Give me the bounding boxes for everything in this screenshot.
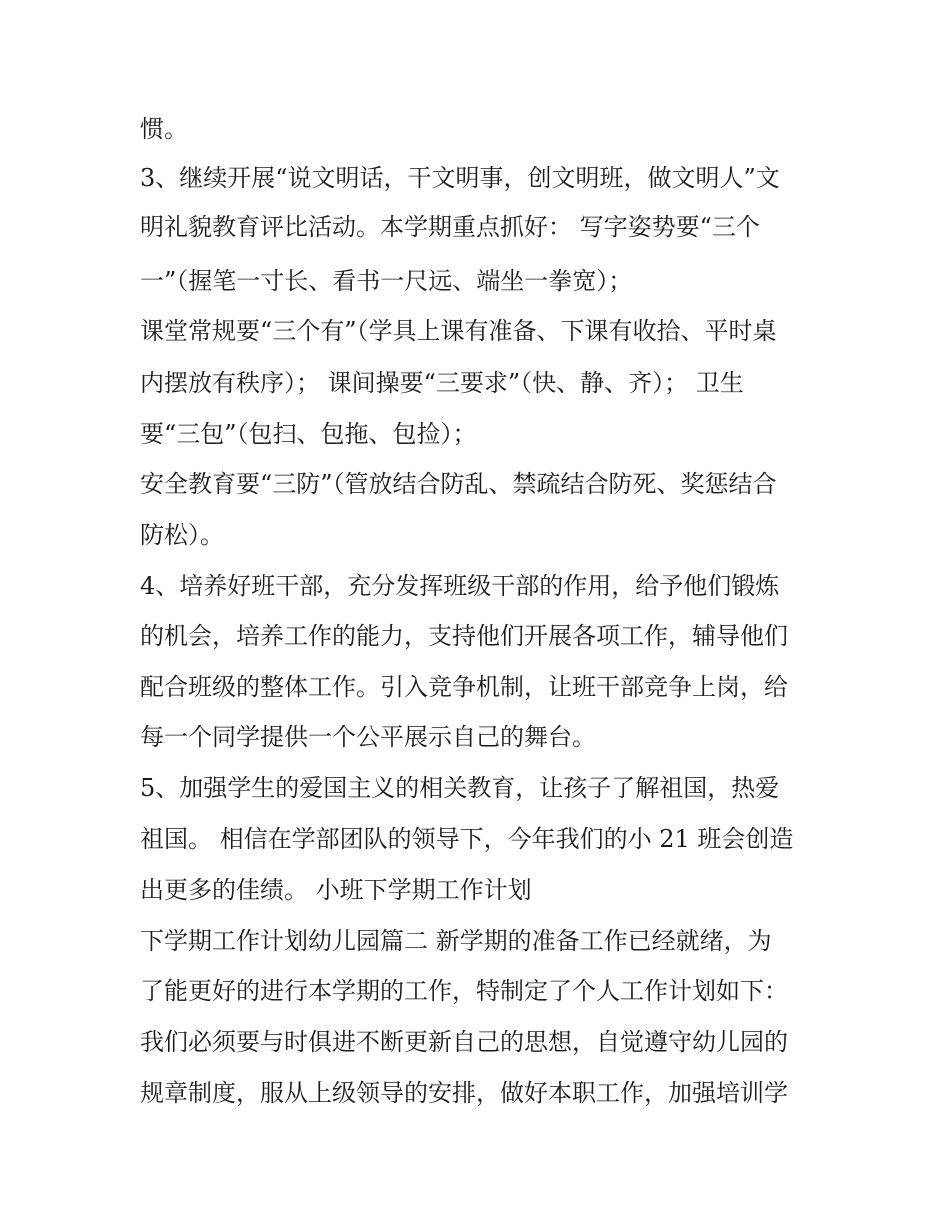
text-line: 祖国。 相信在学部团队的领导下，今年我们的小 21 班会创造	[140, 825, 794, 853]
text-line: 每一个同学提供一个公平展示自己的舞台。	[140, 723, 596, 751]
text-line: 防松）。	[140, 521, 224, 549]
text-line: 安全教育要“三防”（管放结合防乱、禁疏结合防死、奖惩结合	[140, 470, 777, 498]
text-line: 规章制度，服从上级领导的安排，做好本职工作，加强培训学	[140, 1079, 788, 1107]
text-line: 一”（握笔一寸长、看书一尺远、端坐一拳宽）；	[140, 267, 633, 295]
text-line: 3、继续开展“说文明话，干文明事，创文明班，做文明人”文	[140, 164, 780, 192]
text-line: 课堂常规要“三个有”（学具上课有准备、下课有收拾、平时桌	[140, 317, 777, 345]
text-line: 惯。	[140, 115, 188, 143]
text-line: 要“三包”（包扫、包拖、包捡）；	[140, 420, 477, 448]
text-line: 内摆放有秩序）； 课间操要“三要求”（快、静、齐）； 卫生	[140, 369, 744, 397]
text-line: 明礼貌教育评比活动。本学期重点抓好： 写字姿势要“三个	[140, 213, 760, 241]
text-line: 的机会，培养工作的能力，支持他们开展各项工作，辅导他们	[140, 622, 788, 650]
text-line: 4、培养好班干部，充分发挥班级干部的作用，给予他们锻炼	[140, 572, 780, 600]
text-line: 我们必须要与时俱进不断更新自己的思想，自觉遵守幼儿园的	[140, 1028, 788, 1056]
text-line: 了能更好的进行本学期的工作，特制定了个人工作计划如下：	[140, 977, 788, 1005]
text-line: 下学期工作计划幼儿园篇二 新学期的准备工作已经就绪，为	[140, 927, 772, 955]
text-line: 配合班级的整体工作。引入竞争机制，让班干部竞争上岗，给	[140, 673, 788, 701]
text-line: 出更多的佳绩。 小班下学期工作计划	[140, 876, 532, 904]
text-line: 5、加强学生的爱国主义的相关教育，让孩子了解祖国，热爱	[140, 774, 780, 802]
